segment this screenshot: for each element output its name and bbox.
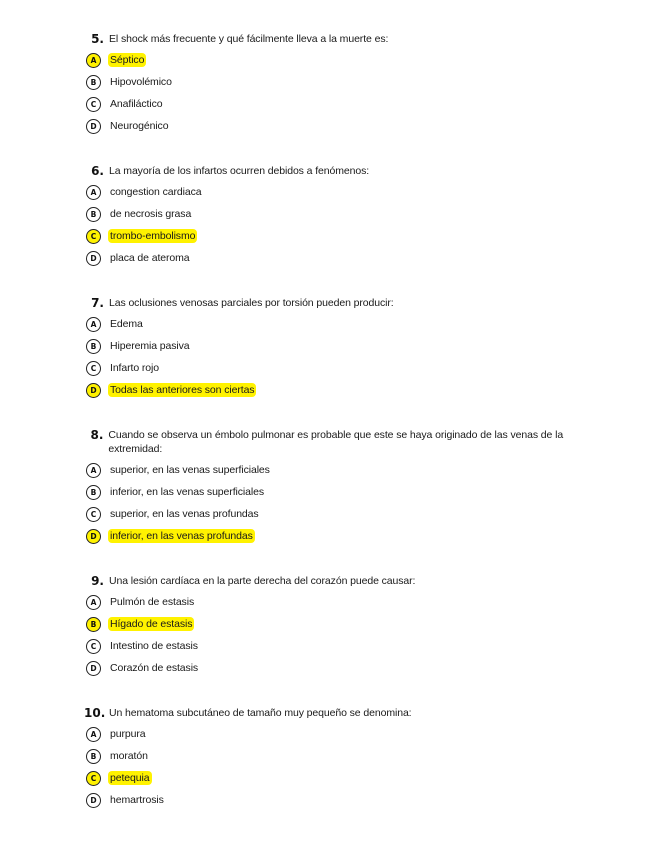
question-number: 9. — [91, 574, 104, 588]
question-5 — [84, 32, 604, 137]
option-letter-circle: A — [86, 463, 101, 478]
option-letter-circle: A — [86, 185, 101, 200]
option-text: moratón — [110, 750, 148, 762]
answer-options — [84, 591, 604, 679]
option-letter-circle: C — [86, 639, 101, 654]
answer-option-a[interactable] — [86, 723, 604, 745]
question-number: 6. — [91, 164, 104, 178]
answer-option-c[interactable] — [86, 635, 604, 657]
question-header — [84, 164, 604, 178]
question-text: Las oclusiones venosas parciales por torsión pueden producir: — [109, 297, 394, 309]
question-text: Una lesión cardíaca en la parte derecha del corazón puede causar: — [109, 575, 416, 587]
option-letter-circle: C — [86, 771, 101, 786]
option-letter-circle: D — [86, 383, 101, 398]
question-header — [84, 428, 604, 456]
question-10 — [84, 706, 604, 811]
answer-option-a[interactable] — [86, 181, 604, 203]
option-text: Hiperemia pasiva — [110, 340, 190, 352]
answer-options — [84, 49, 604, 137]
highlighted-answer-text: Todas las anteriores son ciertas — [110, 384, 255, 396]
option-letter-circle: C — [86, 97, 101, 112]
answer-option-b[interactable] — [86, 481, 604, 503]
option-text: Neurogénico — [110, 120, 169, 132]
option-letter-circle: B — [86, 749, 101, 764]
question-number: 7. — [91, 296, 104, 310]
question-header — [84, 706, 604, 720]
option-letter-circle: C — [86, 229, 101, 244]
answer-option-d[interactable] — [86, 115, 604, 137]
option-text: hemartrosis — [110, 794, 164, 806]
answer-option-d[interactable] — [86, 247, 604, 269]
option-text: congestion cardiaca — [110, 186, 202, 198]
answer-option-c[interactable] — [86, 357, 604, 379]
answer-option-b-selected[interactable] — [86, 613, 604, 635]
answer-option-a[interactable] — [86, 591, 604, 613]
option-text: superior, en las venas superficiales — [110, 464, 270, 476]
answer-option-c-selected[interactable] — [86, 225, 604, 247]
option-text: inferior, en las venas superficiales — [110, 486, 264, 498]
option-letter-circle: D — [86, 119, 101, 134]
option-letter-circle: D — [86, 251, 101, 266]
answer-option-b[interactable] — [86, 335, 604, 357]
question-number: 5. — [91, 32, 104, 46]
option-letter-circle: D — [86, 529, 101, 544]
question-header — [84, 32, 604, 46]
answer-option-a[interactable] — [86, 313, 604, 335]
highlighted-answer-text: Hígado de estasis — [110, 618, 193, 630]
question-text: La mayoría de los infartos ocurren debidos a fenómenos: — [109, 165, 370, 177]
option-letter-circle: B — [86, 485, 101, 500]
option-letter-circle: A — [86, 595, 101, 610]
highlighted-answer-text: petequia — [110, 772, 150, 784]
option-letter-circle: B — [86, 339, 101, 354]
answer-options — [84, 723, 604, 811]
answer-option-b[interactable] — [86, 203, 604, 225]
option-letter-circle: A — [86, 727, 101, 742]
answer-options — [84, 313, 604, 401]
option-letter-circle: A — [86, 317, 101, 332]
option-letter-circle: B — [86, 617, 101, 632]
option-letter-circle: D — [86, 793, 101, 808]
answer-options — [84, 459, 604, 547]
question-8 — [84, 428, 604, 547]
question-9 — [84, 574, 604, 679]
option-text: Hipovolémico — [110, 76, 172, 88]
answer-option-a[interactable] — [86, 459, 604, 481]
question-7 — [84, 296, 604, 401]
option-letter-circle: B — [86, 75, 101, 90]
question-text: Cuando se observa un émbolo pulmonar es probable que este se haya originado de las venas de la extremidad: — [108, 429, 564, 455]
question-number: 10. — [84, 706, 106, 720]
answer-option-d[interactable] — [86, 657, 604, 679]
answer-option-b[interactable] — [86, 745, 604, 767]
option-letter-circle: C — [86, 361, 101, 376]
highlighted-answer-text: inferior, en las venas profundas — [110, 530, 253, 542]
option-text: Anafiláctico — [110, 98, 163, 110]
question-text: El shock más frecuente y qué fácilmente lleva a la muerte es: — [109, 33, 389, 45]
question-number: 8. — [90, 428, 104, 442]
question-header — [84, 574, 604, 588]
answer-option-c[interactable] — [86, 503, 604, 525]
highlighted-answer-text: Séptico — [110, 54, 145, 66]
question-header — [84, 296, 604, 310]
option-text: superior, en las venas profundas — [110, 508, 259, 520]
question-6 — [84, 164, 604, 269]
answer-option-a-selected[interactable] — [86, 49, 604, 71]
answer-option-c[interactable] — [86, 93, 604, 115]
highlighted-answer-text: trombo-embolismo — [110, 230, 196, 242]
option-text: Corazón de estasis — [110, 662, 199, 674]
answer-options — [84, 181, 604, 269]
option-letter-circle: B — [86, 207, 101, 222]
answer-option-c-selected[interactable] — [86, 767, 604, 789]
option-letter-circle: C — [86, 507, 101, 522]
option-text: purpura — [110, 728, 146, 740]
answer-option-d-selected[interactable] — [86, 525, 604, 547]
answer-option-b[interactable] — [86, 71, 604, 93]
question-text: Un hematoma subcutáneo de tamaño muy pequeño se denomina: — [109, 707, 412, 719]
answer-option-d[interactable] — [86, 789, 604, 811]
option-letter-circle: D — [86, 661, 101, 676]
option-text: placa de ateroma — [110, 252, 190, 264]
option-text: Intestino de estasis — [110, 640, 198, 652]
option-text: Infarto rojo — [110, 362, 159, 374]
option-text: Edema — [110, 318, 143, 330]
option-letter-circle: A — [86, 53, 101, 68]
option-text: Pulmón de estasis — [110, 596, 195, 608]
answer-option-d-selected[interactable] — [86, 379, 604, 401]
option-text: de necrosis grasa — [110, 208, 192, 220]
